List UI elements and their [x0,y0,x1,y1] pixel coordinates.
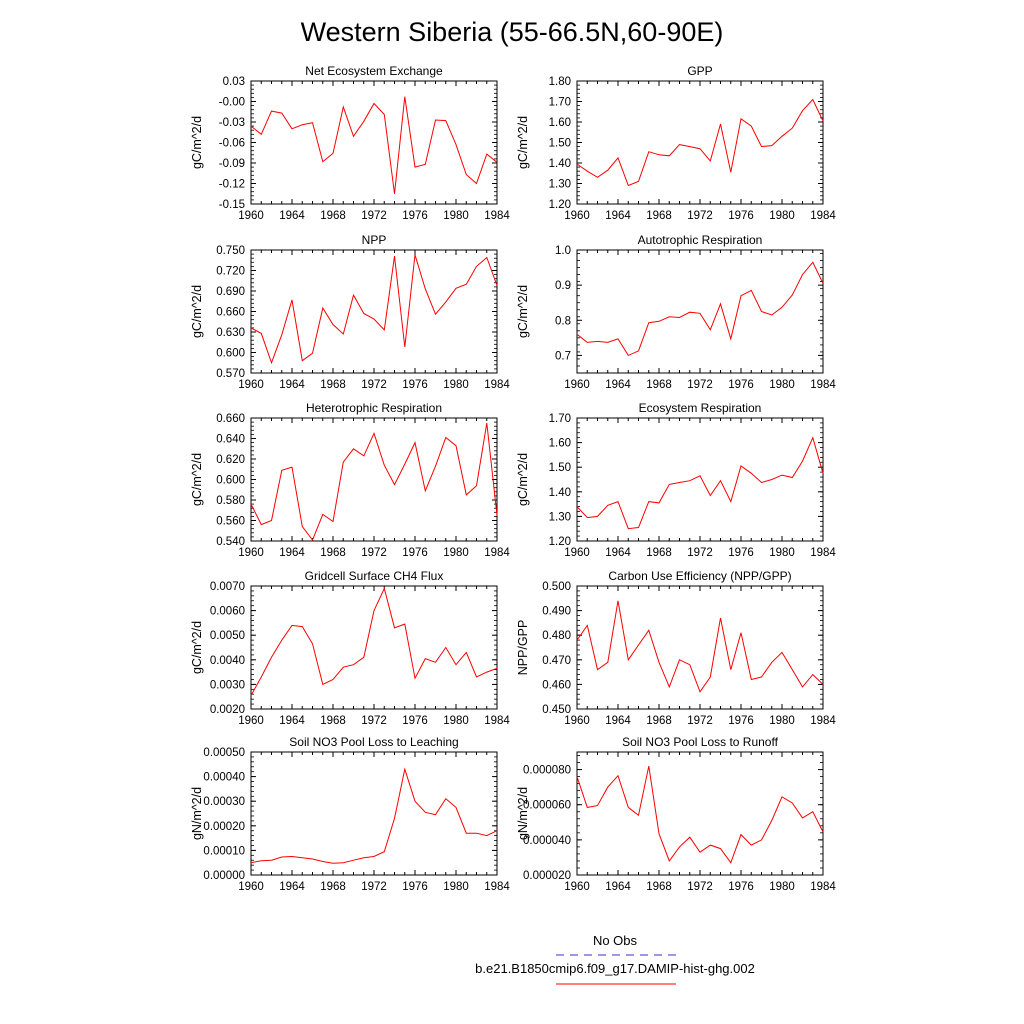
x-tick-label: 1964 [605,881,631,893]
x-tick-label: 1980 [443,379,469,391]
x-tick-label: 1960 [238,715,264,727]
panel-title: Carbon Use Efficiency (NPP/GPP) [608,569,792,583]
figure-title: Western Siberia (55-66.5N,60-90E) [300,17,724,47]
plot-frame [577,81,823,204]
x-tick-label: 1984 [810,210,836,222]
x-tick-label: 1976 [728,379,754,391]
panel-autotrophic-respiration [516,233,836,391]
x-tick-label: 1980 [443,881,469,893]
x-tick-label: 1960 [564,379,590,391]
series-line-net-ecosystem-exchange [251,97,497,194]
x-tick-label: 1980 [443,547,469,559]
x-tick-label: 1984 [484,881,510,893]
panel-title: Net Ecosystem Exchange [305,64,443,78]
legend [475,933,755,984]
x-tick-label: 1968 [646,715,672,727]
x-tick-label: 1980 [769,210,795,222]
x-tick-label: 1976 [402,210,428,222]
y-tick-label: 1.40 [548,486,571,499]
x-tick-label: 1976 [402,379,428,391]
y-tick-label: 1.0 [555,245,571,257]
panel-gpp [516,64,836,222]
y-axis-label: gC/m^2/d [190,452,204,507]
x-tick-label: 1984 [484,210,510,222]
y-tick-label: 0.600 [216,347,245,360]
y-tick-label: 0.720 [216,265,245,278]
y-tick-label: 0.490 [542,605,571,618]
panel-title: GPP [687,64,713,78]
panel-title: Ecosystem Respiration [638,401,762,415]
y-tick-label: 0.9 [555,280,571,293]
series-line-soil-no3-pool-loss-to-runoff [577,766,823,863]
y-tick-label: 0.0030 [209,679,245,692]
x-tick-label: 1964 [605,715,631,727]
x-tick-label: 1964 [279,881,305,893]
x-tick-label: 1964 [279,715,305,727]
x-tick-label: 1964 [605,379,631,391]
panel-title: Soil NO3 Pool Loss to Runoff [622,735,778,749]
x-tick-label: 1968 [320,379,346,391]
series-line-soil-no3-pool-loss-to-leaching [251,769,497,863]
x-tick-label: 1984 [810,881,836,893]
x-tick-label: 1972 [687,547,713,559]
plot-frame [577,752,823,875]
y-tick-label: 0.580 [216,495,245,507]
legend-label-model-run: b.e21.B1850cmip6.f09_g17.DAMIP-hist-ghg.002 [475,961,755,976]
y-tick-label: 0.000020 [523,870,571,882]
y-axis-label: gC/m^2/d [190,115,204,170]
y-tick-label: -0.03 [218,117,245,129]
y-tick-label: 0.500 [542,581,571,593]
x-tick-label: 1980 [769,881,795,893]
y-tick-label: -0.00 [218,96,245,109]
y-tick-label: 0.00000 [203,870,245,882]
x-tick-label: 1960 [564,210,590,222]
y-tick-label: 1.60 [548,117,571,129]
y-tick-label: 0.460 [542,679,571,692]
y-tick-label: -0.12 [218,178,245,191]
series-line-autotrophic-respiration [577,262,823,355]
y-tick-label: 1.30 [548,511,571,524]
y-axis-label: gC/m^2/d [516,452,530,507]
x-tick-label: 1980 [769,715,795,727]
x-tick-label: 1972 [361,547,387,559]
panel-gridcell-surface-ch4-flux [190,569,510,727]
panel-soil-no3-pool-loss-to-runoff [516,735,836,893]
y-tick-label: 0.570 [216,368,245,380]
y-tick-label: 1.50 [548,462,571,475]
x-tick-label: 1968 [646,379,672,391]
plot-frame [251,81,497,204]
x-tick-label: 1980 [443,210,469,222]
y-tick-label: 0.03 [222,76,245,88]
x-tick-label: 1972 [361,379,387,391]
series-line-carbon-use-efficiency-npp-gpp [577,601,823,692]
x-tick-label: 1968 [646,547,672,559]
x-tick-label: 1972 [361,715,387,727]
x-tick-label: 1968 [320,547,346,559]
x-tick-label: 1960 [564,715,590,727]
x-tick-label: 1984 [484,379,510,391]
panel-title: NPP [361,233,387,247]
x-tick-label: 1976 [728,547,754,559]
x-tick-label: 1968 [646,210,672,222]
y-tick-label: 1.70 [548,96,571,109]
x-tick-label: 1980 [443,715,469,727]
y-tick-label: 0.540 [216,536,245,548]
y-tick-label: 0.640 [216,433,245,446]
y-tick-label: 0.00020 [203,820,245,833]
panel-npp [190,233,510,391]
x-tick-label: 1968 [646,881,672,893]
x-tick-label: 1972 [361,210,387,222]
plot-frame [577,250,823,373]
y-tick-label: 0.660 [216,413,245,425]
x-tick-label: 1980 [769,379,795,391]
y-tick-label: 0.00010 [203,845,245,858]
y-tick-label: 0.7 [555,350,571,363]
panel-title: Soil NO3 Pool Loss to Leaching [289,735,459,749]
x-tick-label: 1984 [810,379,836,391]
x-tick-label: 1964 [605,210,631,222]
x-tick-label: 1960 [238,547,264,559]
y-tick-label: 0.450 [542,704,571,716]
series-line-gpp [577,100,823,186]
x-tick-label: 1964 [279,379,305,391]
y-tick-label: -0.06 [218,137,245,150]
plot-frame [251,586,497,709]
x-tick-label: 1976 [402,715,428,727]
series-line-gridcell-surface-ch4-flux [251,589,497,696]
y-tick-label: 0.00050 [203,747,245,759]
plot-frame [251,250,497,373]
series-line-ecosystem-respiration [577,438,823,529]
x-tick-label: 1972 [687,210,713,222]
x-tick-label: 1968 [320,210,346,222]
y-tick-label: 0.470 [542,654,571,667]
plot-frame [251,418,497,541]
series-line-heterotrophic-respiration [251,423,497,540]
y-tick-label: 1.50 [548,137,571,150]
y-tick-label: 0.00040 [203,771,245,784]
y-tick-label: 0.600 [216,474,245,487]
panel-net-ecosystem-exchange [190,64,510,222]
x-tick-label: 1976 [728,210,754,222]
x-tick-label: 1976 [728,715,754,727]
panel-grid [190,64,836,893]
x-tick-label: 1976 [402,881,428,893]
y-tick-label: 1.80 [548,76,571,88]
y-tick-label: 1.20 [548,199,571,211]
x-tick-label: 1984 [484,715,510,727]
y-axis-label: gC/m^2/d [190,620,204,675]
legend-label-no-obs: No Obs [592,933,638,948]
panel-title: Heterotrophic Respiration [305,401,443,415]
y-tick-label: 0.690 [216,286,245,298]
x-tick-label: 1960 [238,881,264,893]
y-axis-label: NPP/GPP [516,619,530,676]
y-tick-label: 0.000080 [523,764,571,777]
x-tick-label: 1960 [238,210,264,222]
x-tick-label: 1976 [728,881,754,893]
x-tick-label: 1980 [769,547,795,559]
y-tick-label: 1.30 [548,178,571,191]
y-tick-label: -0.09 [218,158,245,170]
x-tick-label: 1972 [687,881,713,893]
y-tick-label: 0.000060 [523,799,571,812]
y-tick-label: 0.630 [216,327,245,339]
panel-title: Autotrophic Respiration [637,233,763,247]
y-tick-label: 0.620 [216,454,245,466]
y-tick-label: 0.00030 [203,796,245,809]
y-tick-label: 0.0020 [209,704,245,716]
x-tick-label: 1972 [687,715,713,727]
panel-ecosystem-respiration [516,401,836,559]
x-tick-label: 1960 [564,547,590,559]
x-tick-label: 1960 [238,379,264,391]
panel-heterotrophic-respiration [190,401,510,559]
y-tick-label: 1.20 [548,536,571,548]
y-tick-label: 1.40 [548,158,571,170]
x-tick-label: 1972 [687,379,713,391]
y-axis-label: gN/m^2/d [190,786,204,841]
y-tick-label: 0.000040 [523,834,571,847]
x-tick-label: 1984 [484,547,510,559]
y-axis-label: gN/m^2/d [516,786,530,841]
y-tick-label: 0.0070 [209,581,245,593]
x-tick-label: 1964 [279,210,305,222]
y-tick-label: 0.750 [216,245,245,257]
x-tick-label: 1972 [361,881,387,893]
x-tick-label: 1968 [320,881,346,893]
y-tick-label: 0.560 [216,515,245,528]
y-axis-label: gC/m^2/d [190,284,204,339]
plot-frame [577,418,823,541]
y-tick-label: 0.480 [542,630,571,643]
y-tick-label: -0.15 [218,199,245,211]
x-tick-label: 1964 [279,547,305,559]
x-tick-label: 1984 [810,715,836,727]
panel-soil-no3-pool-loss-to-leaching [190,735,510,893]
y-tick-label: 1.70 [548,413,571,425]
x-tick-label: 1964 [605,547,631,559]
y-tick-label: 0.0060 [209,605,245,618]
x-tick-label: 1976 [402,547,428,559]
y-tick-label: 0.8 [555,315,571,328]
series-line-npp [251,255,497,363]
y-axis-label: gC/m^2/d [516,284,530,339]
y-tick-label: 1.60 [548,437,571,450]
panel-carbon-use-efficiency-npp-gpp [516,569,836,727]
y-axis-label: gC/m^2/d [516,115,530,170]
x-tick-label: 1984 [810,547,836,559]
x-tick-label: 1960 [564,881,590,893]
y-tick-label: 0.0050 [209,630,245,643]
y-tick-label: 0.0040 [209,654,245,667]
x-tick-label: 1968 [320,715,346,727]
y-tick-label: 0.660 [216,306,245,319]
panel-title: Gridcell Surface CH4 Flux [304,569,444,583]
